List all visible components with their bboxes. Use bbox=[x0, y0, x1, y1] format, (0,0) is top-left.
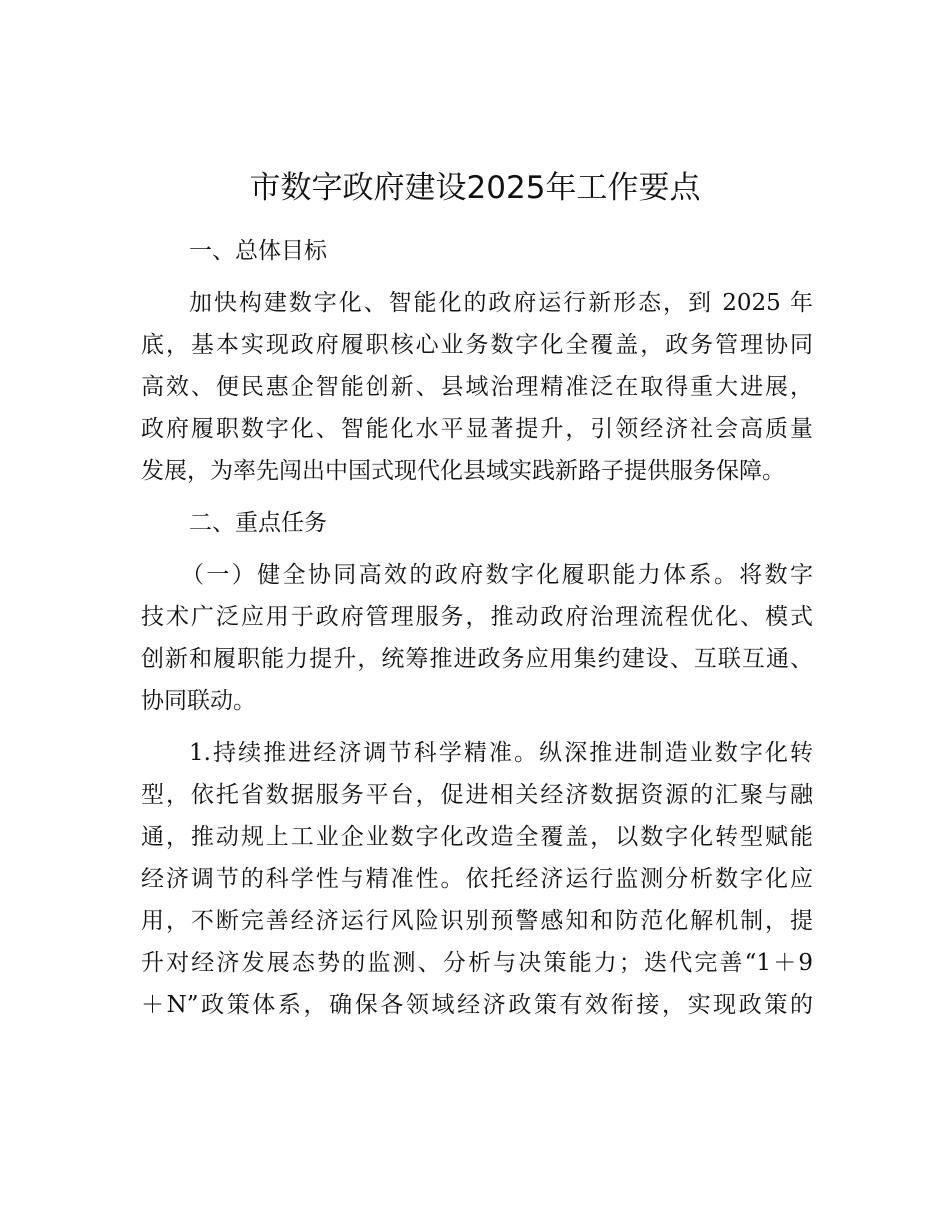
paragraph-line: 通，推动规上工业企业数字化改造全覆盖，以数字化转型赋能 bbox=[141, 824, 813, 850]
paragraph-line: 创新和履职能力提升，统筹推进政务应用集约建设、互联互通、 bbox=[141, 646, 813, 672]
paragraph-line: 技术广泛应用于政府管理服务，推动政府治理流程优化、模式 bbox=[141, 604, 813, 630]
paragraph-line: 经济调节的科学性与精准性。依托经济运行监测分析数字化应 bbox=[141, 866, 813, 892]
paragraph-line: 升对经济发展态势的监测、分析与决策能力；迭代完善“1＋9 bbox=[141, 950, 813, 976]
paragraph-economic-regulation bbox=[141, 732, 813, 1026]
paragraph-line: 1.持续推进经济调节科学精准。纵深推进制造业数字化转 bbox=[189, 740, 813, 766]
paragraph-line: （一）健全协同高效的政府数字化履职能力体系。将数字 bbox=[181, 562, 813, 588]
document-body bbox=[141, 230, 813, 1026]
section-heading-tasks: 二、重点任务 bbox=[189, 510, 327, 536]
paragraph-line: 高效、便民惠企智能创新、县域治理精准泛在取得重大进展， bbox=[141, 374, 813, 400]
paragraph-line: 底，基本实现政府履职核心业务数字化全覆盖，政务管理协同 bbox=[141, 332, 813, 358]
paragraph-line: 用，不断完善经济运行风险识别预警感知和防范化解机制，提 bbox=[141, 908, 813, 934]
section-heading-goals: 一、总体目标 bbox=[189, 238, 327, 264]
paragraph-line: 型，依托省数据服务平台，促进相关经济数据资源的汇聚与融 bbox=[141, 782, 813, 808]
paragraph-line: 协同联动。 bbox=[141, 688, 256, 714]
paragraph-line: 政府履职数字化、智能化水平显著提升，引领经济社会高质量 bbox=[141, 416, 813, 442]
paragraph-task-one bbox=[141, 554, 813, 722]
document-title: 市数字政府建设2025年工作要点 bbox=[249, 170, 701, 206]
paragraph-line: ＋N”政策体系，确保各领域经济政策有效衔接，实现政策的 bbox=[141, 992, 813, 1018]
paragraph-goals bbox=[141, 282, 813, 492]
paragraph-line: 发展，为率先闯出中国式现代化县域实践新路子提供服务保障。 bbox=[141, 458, 785, 484]
paragraph-line: 加快构建数字化、智能化的政府运行新形态，到 2025 年 bbox=[189, 290, 813, 316]
